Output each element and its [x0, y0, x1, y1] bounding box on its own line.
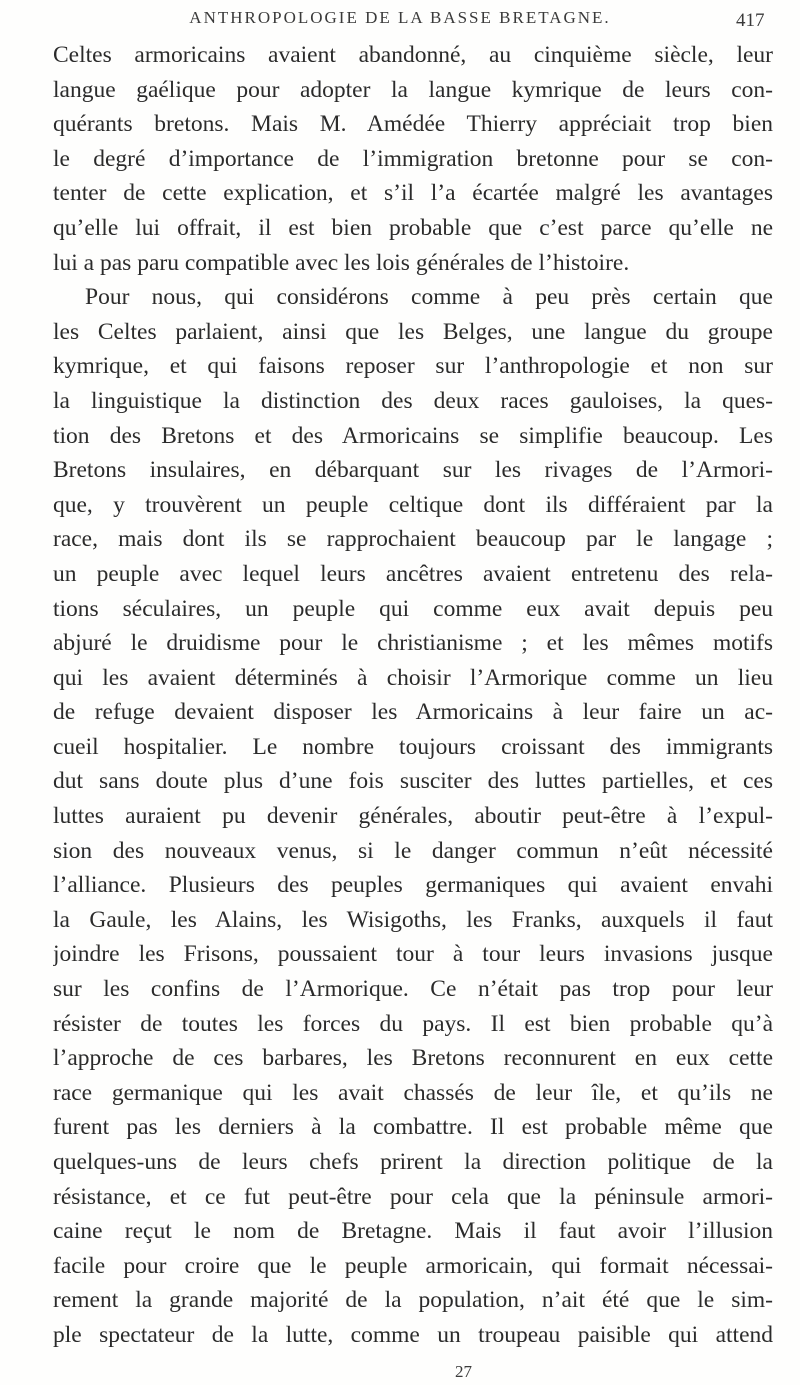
text-line: joindre les Frisons, poussaient tour à tour leurs invasions jusque [53, 941, 773, 968]
text-line: kymrique, et qui faisons reposer sur l’anthropologie et non sur [53, 353, 773, 380]
text-line: que, y trouvèrent un peuple celtique dont ils différaient par la [53, 491, 773, 518]
text-line: qui les avaient déterminés à choisir l’Armorique comme un lieu [53, 664, 773, 691]
text-line: la linguistique la distinction des deux races gauloises, la ques- [53, 387, 773, 414]
text-line: furent pas les derniers à la combattre. Il est probable même que [53, 1114, 773, 1141]
text-line: sion des nouveaux venus, si le danger commun n’eût nécessité [53, 837, 773, 864]
text-line: sur les confins de l’Armorique. Ce n’était pas trop pour leur [53, 976, 773, 1003]
text-line: caine reçut le nom de Bretagne. Mais il faut avoir l’illusion [53, 1218, 773, 1245]
running-header: ANTHROPOLOGIE DE LA BASSE BRETAGNE. [189, 8, 611, 27]
text-line: qu’elle lui offrait, il est bien probable que c’est parce qu’elle ne [53, 214, 773, 241]
text-line: tenter de cette explication, et s’il l’a écartée malgré les avantages [53, 180, 773, 207]
text-line: race, mais dont ils se rapprochaient beaucoup par le langage ; [53, 526, 773, 553]
paragraph-start-line: Pour nous, qui considérons comme à peu près certain que [85, 284, 773, 311]
text-line: ple spectateur de la lutte, comme un troupeau paisible qui attend [53, 1321, 773, 1348]
text-line: tion des Bretons et des Armoricains se simplifie beaucoup. Les [53, 422, 773, 449]
text-line: l’alliance. Plusieurs des peuples germaniques qui avaient envahi [53, 872, 773, 899]
text-line: Bretons insulaires, en débarquant sur les rivages de l’Armori- [53, 457, 773, 484]
text-line: le degré d’importance de l’immigration bretonne pour se con- [53, 145, 773, 172]
text-line: cueil hospitalier. Le nombre toujours croissant des immigrants [53, 733, 773, 760]
text-line: résistance, et ce fut peut-être pour cela que la péninsule armori- [53, 1183, 773, 1210]
page-number: 417 [736, 10, 765, 31]
text-line: facile pour croire que le peuple armoricain, qui formait nécessai- [53, 1252, 773, 1279]
text-line: quelques-uns de leurs chefs prirent la direction politique de la [53, 1149, 773, 1175]
signature-mark: 27 [455, 1362, 472, 1381]
text-line: langue gaélique pour adopter la langue kymrique de leurs con- [53, 76, 773, 103]
text-line: abjuré le druidisme pour le christianisme ; et les mêmes motifs [53, 630, 773, 657]
text-line: la Gaule, les Alains, les Wisigoths, les Franks, auxquels il faut [53, 906, 773, 933]
text-line: quérants bretons. Mais M. Amédée Thierry appréciait trop bien [53, 111, 773, 138]
text-line: race germanique qui les avait chassés de leur île, et qu’ils ne [53, 1079, 773, 1106]
text-line: luttes auraient pu devenir générales, aboutir peut-être à l’expul- [53, 803, 773, 830]
text-line: Celtes armoricains avaient abandonné, au cinquième siècle, leur [53, 42, 773, 68]
text-line: tions séculaires, un peuple qui comme eux avait depuis peu [53, 595, 773, 622]
text-line: un peuple avec lequel leurs ancêtres avaient entretenu des rela- [53, 560, 773, 587]
text-line: rement la grande majorité de la population, n’ait été que le sim- [53, 1287, 773, 1314]
text-line: les Celtes parlaient, ainsi que les Belges, une langue du groupe [53, 318, 773, 345]
text-line: l’approche de ces barbares, les Bretons reconnurent en eux cette [53, 1045, 773, 1072]
text-line: résister de toutes les forces du pays. Il est bien probable qu’à [53, 1010, 773, 1037]
text-line: de refuge devaient disposer les Armoricains à leur faire un ac- [53, 699, 773, 726]
text-line: lui a pas paru compatible avec les lois générales de l’histoire. [53, 249, 630, 276]
body-text [53, 38, 773, 1353]
text-line: dut sans doute plus d’une fois susciter des luttes partielles, et ces [53, 768, 773, 795]
